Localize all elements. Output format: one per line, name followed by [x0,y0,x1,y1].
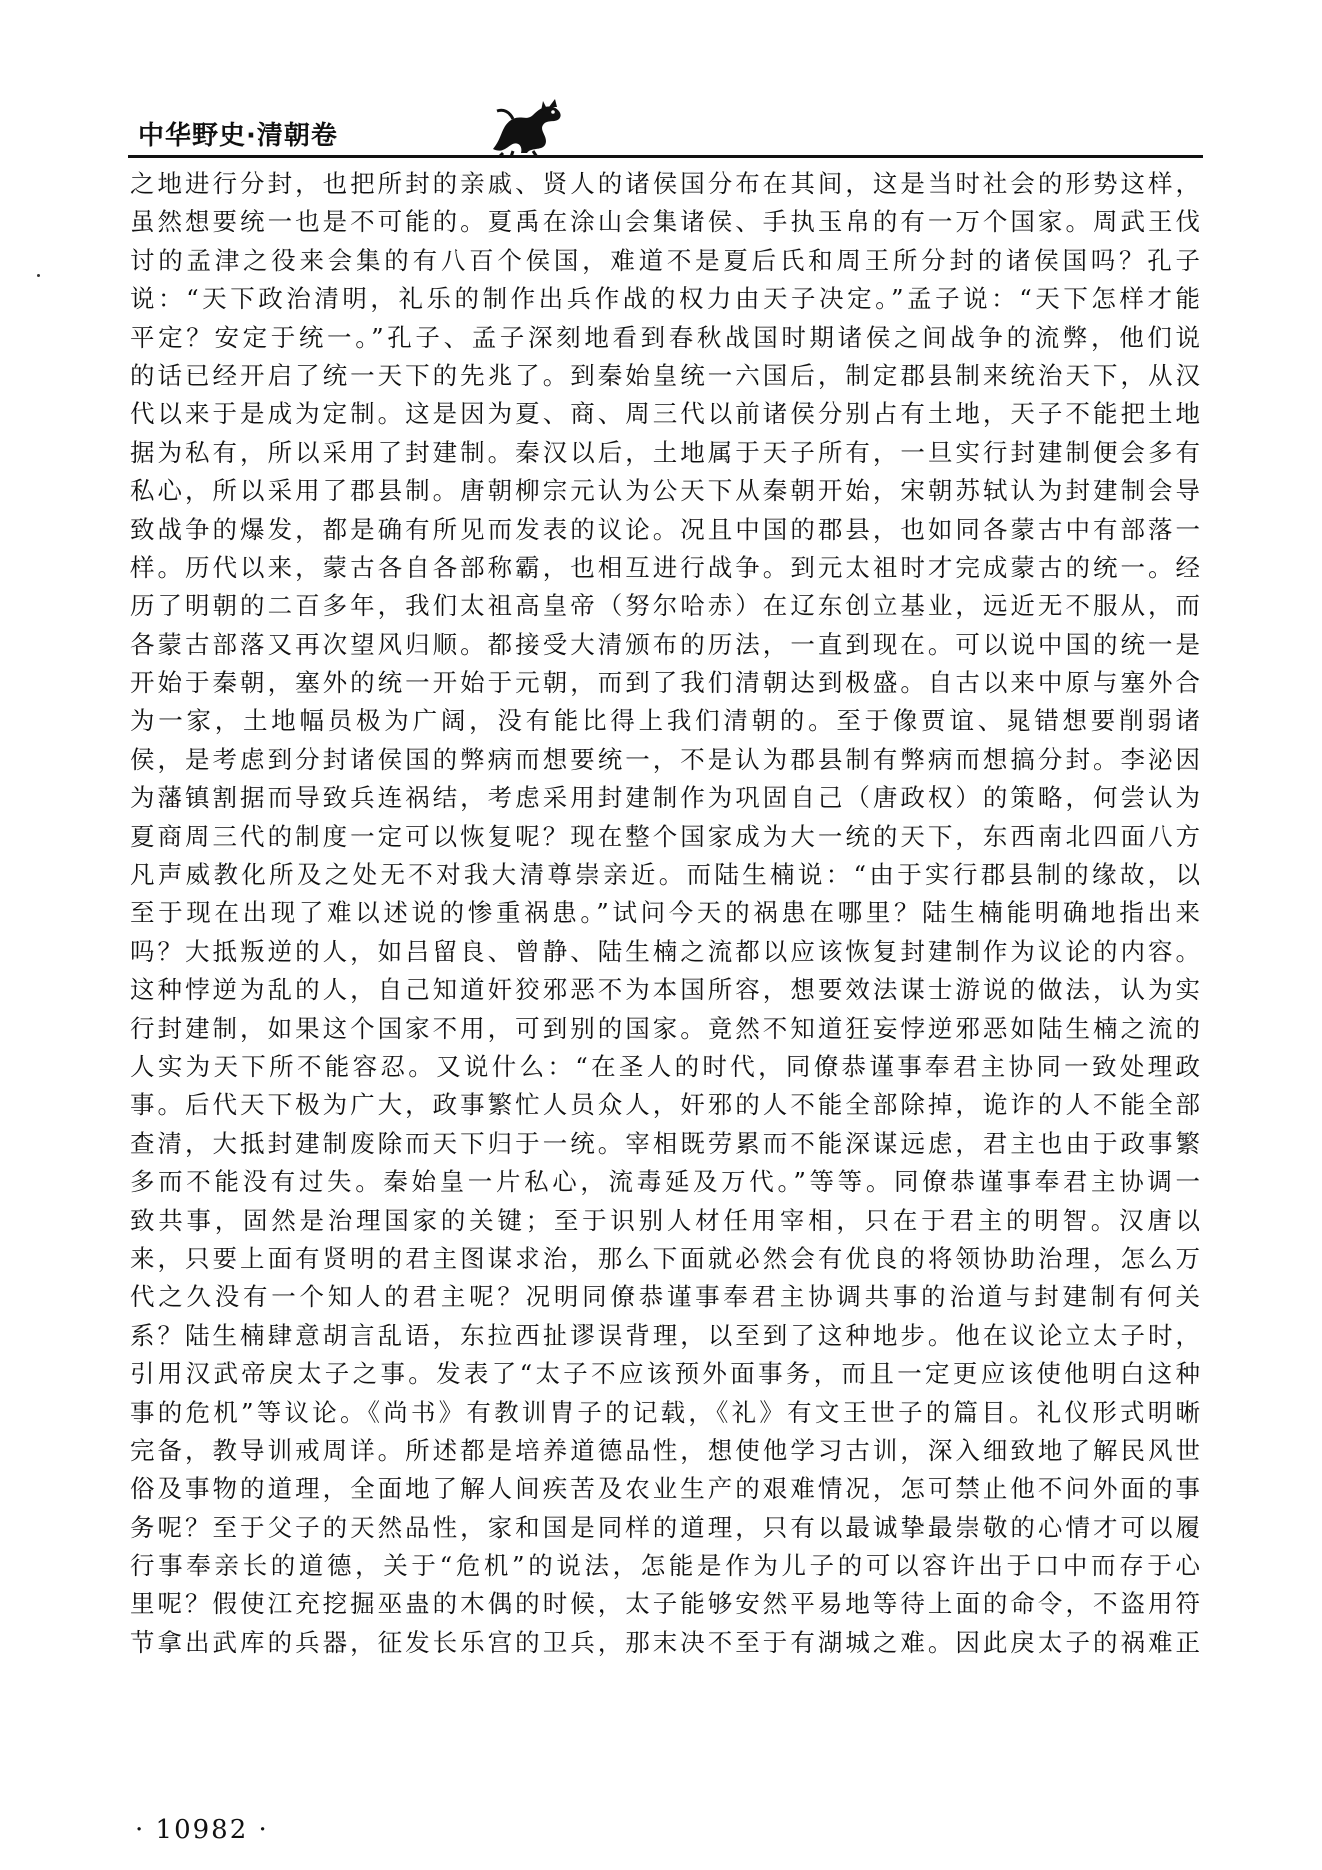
text-line: 事。后代天下极为广大，政事繁忙人员众人，奸邪的人不能全部除掉，诡诈的人不能全部 [130,1090,1200,1120]
text-line: 事的危机”等议论。《尚书》有教训胄子的记载，《礼》有文王世子的篇目。礼仪形式明晰 [130,1397,1200,1427]
text-line: 行事奉亲长的道德，关于“危机”的说法，怎能是作为儿子的可以容许出于口中而存于心 [130,1551,1200,1581]
text-line: 查清，大抵封建制废除而天下归于一统。宰相既劳累而不能深谋远虑，君主也由于政事繁 [130,1128,1200,1158]
text-line: 据为私有，所以采用了封建制。秦汉以后，土地属于天子所有，一旦实行封建制便会多有 [130,437,1200,467]
book-title: 中华野史·清朝卷 [138,121,338,151]
text-line: 引用汉武帝戾太子之事。发表了“太子不应该预外面事务，而且一定更应该使他明白这种 [130,1359,1200,1389]
text-line: 之地进行分封，也把所封的亲戚、贤人的诸侯国分布在其间，这是当时社会的形势这样， [130,169,1200,198]
text-line: 开始于秦朝，塞外的统一开始于元朝，而到了我们清朝达到极盛。自古以来中原与塞外合 [130,668,1200,698]
text-line: 夏商周三代的制度一定可以恢复呢？现在整个国家成为大一统的天下，东西南北四面八方 [130,821,1200,851]
text-line: 虽然想要统一也是不可能的。夏禹在涂山会集诸侯、手执玉帛的有一万个国家。周武王伐 [130,207,1200,237]
text-line: 这种悖逆为乱的人，自己知道奸狡邪恶不为本国所容，想要效法谋士游说的做法，认为实 [130,975,1200,1005]
dragon-emblem-icon [483,97,573,157]
text-line: 代以来于是成为定制。这是因为夏、商、周三代以前诸侯分别占有土地，天子不能把土地 [130,399,1200,429]
text-line: 致共事，固然是治理国家的关键；至于识别人材任用宰相，只在于君主的明智。汉唐以 [130,1205,1200,1235]
text-line: 节拿出武库的兵器，征发长乐宫的卫兵，那末决不至于有湖城之难。因此戾太子的祸难正 [130,1627,1200,1657]
text-line: 吗？大抵叛逆的人，如吕留良、曾静、陆生楠之流都以应该恢复封建制作为议论的内容。 [130,936,1200,966]
text-line: 凡声威教化所及之处无不对我大清尊崇亲近。而陆生楠说：“由于实行郡县制的缘故，以 [130,860,1200,890]
text-line: 至于现在出现了难以述说的惨重祸患。”试问今天的祸患在哪里？陆生楠能明确地指出来 [130,898,1200,928]
text-line: 讨的孟津之役来会集的有八百个侯国，难道不是夏后氏和周王所分封的诸侯国吗？孔子 [130,245,1200,275]
text-line: 来，只要上面有贤明的君主图谋求治，那么下面就必然会有优良的将领协助治理，怎么万 [130,1243,1200,1273]
text-line: 人实为天下所不能容忍。又说什么：“在圣人的时代，同僚恭谨事奉君主协同一致处理政 [130,1051,1200,1081]
text-line: 致战争的爆发，都是确有所见而发表的议论。况且中国的郡县，也如同各蒙古中有部落一 [130,514,1200,544]
text-line: 系？陆生楠肆意胡言乱语，东拉西扯谬误背理，以至到了这种地步。他在议论立太子时， [130,1320,1200,1350]
text-line: 平定？安定于统一。”孔子、孟子深刻地看到春秋战国时期诸侯之间战争的流弊，他们说 [130,322,1200,352]
page-number: · 10982 · [135,1815,269,1845]
text-line: 为一家，土地幅员极为广阔，没有能比得上我们清朝的。至于像贾谊、晁错想要削弱诸 [130,706,1200,736]
main-text [130,165,1200,1662]
scan-speck [37,274,40,277]
text-line: 历了明朝的二百多年，我们太祖高皇帝（努尔哈赤）在辽东创立基业，远近无不服从，而 [130,591,1200,621]
text-line: 多而不能没有过失。秦始皇一片私心，流毒延及万代。”等等。同僚恭谨事奉君主协调一 [130,1167,1200,1197]
text-line: 说：“天下政治清明，礼乐的制作出兵作战的权力由天子决定。”孟子说：“天下怎样才能 [130,284,1200,314]
text-line: 各蒙古部落又再次望风归顺。都接受大清颁布的历法，一直到现在。可以说中国的统一是 [130,629,1200,659]
text-line: 为藩镇割据而导致兵连祸结，考虑采用封建制作为巩固自己（唐政权）的策略，何尝认为 [130,783,1200,813]
text-line: 俗及事物的道理，全面地了解人间疾苦及农业生产的艰难情况，怎可禁止他不问外面的事 [130,1474,1200,1504]
text-line: 代之久没有一个知人的君主呢？况明同僚恭谨事奉君主协调共事的治道与封建制有何关 [130,1282,1200,1312]
text-line: 务呢？至于父子的天然品性，家和国是同样的道理，只有以最诚挚最崇敬的心情才可以履 [130,1512,1200,1542]
text-line: 侯，是考虑到分封诸侯国的弊病而想要统一，不是认为郡县制有弊病而想搞分封。李泌因 [130,744,1200,774]
text-line: 行封建制，如果这个国家不用，可到别的国家。竟然不知道狂妄悖逆邪恶如陆生楠之流的 [130,1013,1200,1043]
text-line: 的话已经开启了统一天下的先兆了。到秦始皇统一六国后，制定郡县制来统治天下，从汉 [130,360,1200,390]
text-line: 完备，教导训戒周详。所述都是培养道德品性，想使他学习古训，深入细致地了解民风世 [130,1435,1200,1465]
text-line: 样。历代以来，蒙古各自各部称霸，也相互进行战争。到元太祖时才完成蒙古的统一。经 [130,552,1200,582]
text-line: 里呢？假使江充挖掘巫蛊的木偶的时候，太子能够安然平易地等待上面的命令，不盗用符 [130,1589,1200,1619]
header-divider [128,155,1203,158]
text-line: 私心，所以采用了郡县制。唐朝柳宗元认为公天下从秦朝开始，宋朝苏轼认为封建制会导 [130,476,1200,506]
